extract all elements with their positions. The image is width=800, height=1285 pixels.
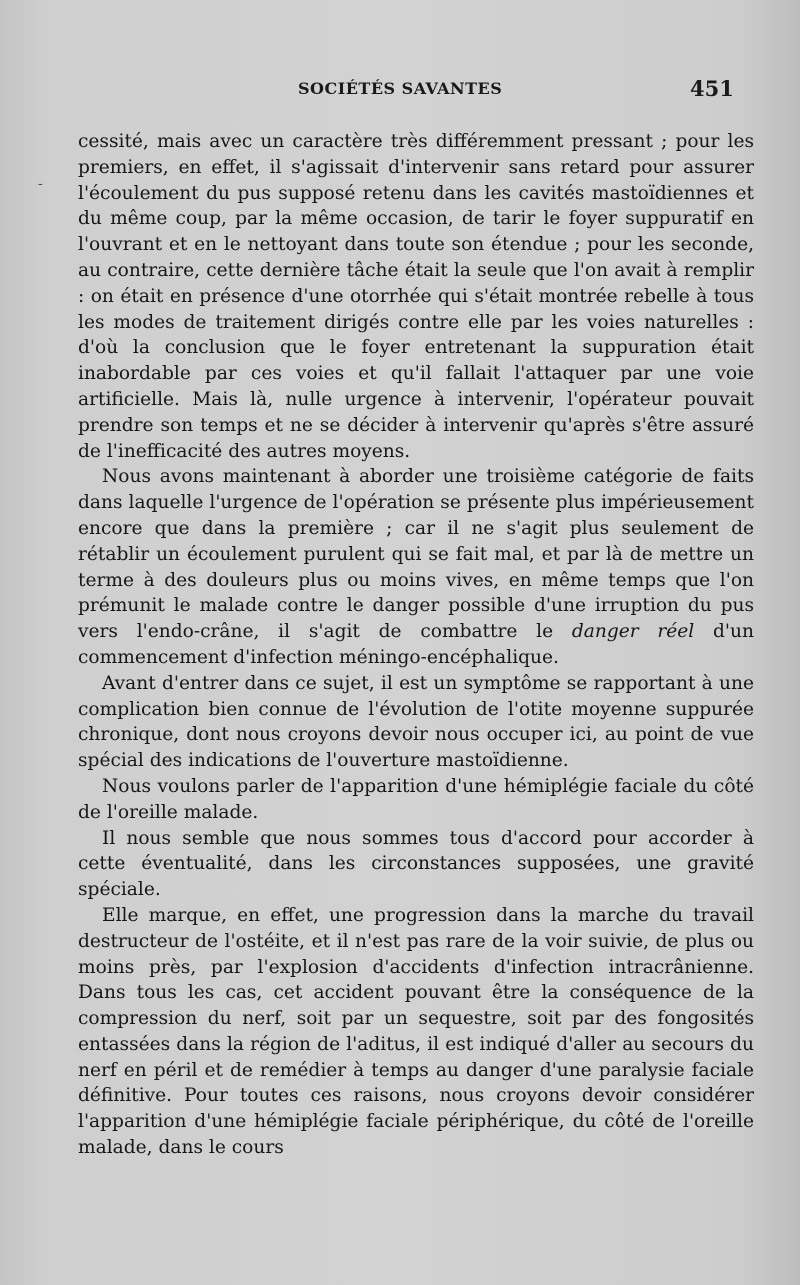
margin-mark: - bbox=[38, 176, 43, 192]
italic-emphasis: danger réel bbox=[571, 621, 695, 643]
paragraph-continuation: cessité, mais avec un caractère très différemment pressant ; pour les premiers, en effet, il s'agissait d'intervenir sans retard pour assurer l'écoulement du pus supposé retenu dans les cavités mastoïdiennes et du même coup, par la même occasion, de tarir le foyer suppuratif en l'ouvrant et en le nettoyant dans toute son étendue ; pour les seconde, au contraire, cette dernière tâche était la seule que l'on avait à remplir : on était en présence d'une otorrhée qui s'était montrée rebelle à tous les modes de traitement dirigés contre elle par les voies naturelles : d'où la conclusion que le foyer entretenant la suppuration était inabordable par ces voies et qu'il fallait l'attaquer par une voie artificielle. Mais là, nulle urgence à intervenir, l'opérateur pouvait prendre son temps et ne se décider à intervenir qu'après s'être assuré de l'inefficacité des autres moyens. bbox=[78, 131, 754, 462]
paragraph-third-category bbox=[78, 464, 754, 670]
paragraph-text-after-italic: d'un commencement d'infection méningo-encéphalique. bbox=[78, 621, 754, 668]
paragraph-text-before-italic: Nous avons maintenant à aborder une troisième catégorie de faits dans laquelle l'urgence de l'opération se présente plus impérieusement encore que dans la première ; car il ne s'agit plus seulement de rétablir un écoulement purulent qui se fait mal, et par là de mettre un terme à des douleurs plus ou moins vives, en même temps que l'on prémunit le malade contre le danger possible d'une irruption du pus vers l'endo-crâne, il s'agit de combattre le bbox=[78, 466, 754, 643]
paragraph-agreement: Il nous semble que nous sommes tous d'accord pour accorder à cette éventualité, dans les circonstances supposées, une gravité spéciale. bbox=[78, 827, 754, 901]
paragraph-progression: Elle marque, en effet, une progression dans la marche du travail destructeur de l'ostéite, et il n'est pas rare de la voir suivie, de plus ou moins près, par l'explosion d'accidents d'infection intracrânienne. Dans tous les cas, cet accident pouvant être la conséquence de la compression du nerf, soit par un sequestre, soit par des fongosités entassées dans la région de l'aditus, il est indiqué d'aller au secours du nerf en péril et de remédier à temps au danger d'une paralysie faciale définitive. Pour toutes ces raisons, nous croyons devoir considérer l'apparition d'une hémiplégie faciale périphérique, du côté de l'oreille malade, dans le cours bbox=[78, 904, 754, 1159]
running-head: SOCIÉTÉS SAVANTES bbox=[298, 79, 503, 98]
body-text bbox=[78, 129, 754, 1161]
page-header bbox=[0, 76, 800, 106]
paragraph-symptom: Avant d'entrer dans ce sujet, il est un symptôme se rapportant à une complication bien connue de l'évolution de l'otite moyenne suppurée chronique, dont nous croyons devoir nous occuper ici, au point de vue spécial des indications de l'ouverture mastoïdienne. bbox=[78, 672, 754, 772]
page-number: 451 bbox=[690, 76, 734, 101]
paragraph-hemiplegia: Nous voulons parler de l'apparition d'une hémiplégie faciale du côté de l'oreille malade. bbox=[78, 775, 754, 823]
